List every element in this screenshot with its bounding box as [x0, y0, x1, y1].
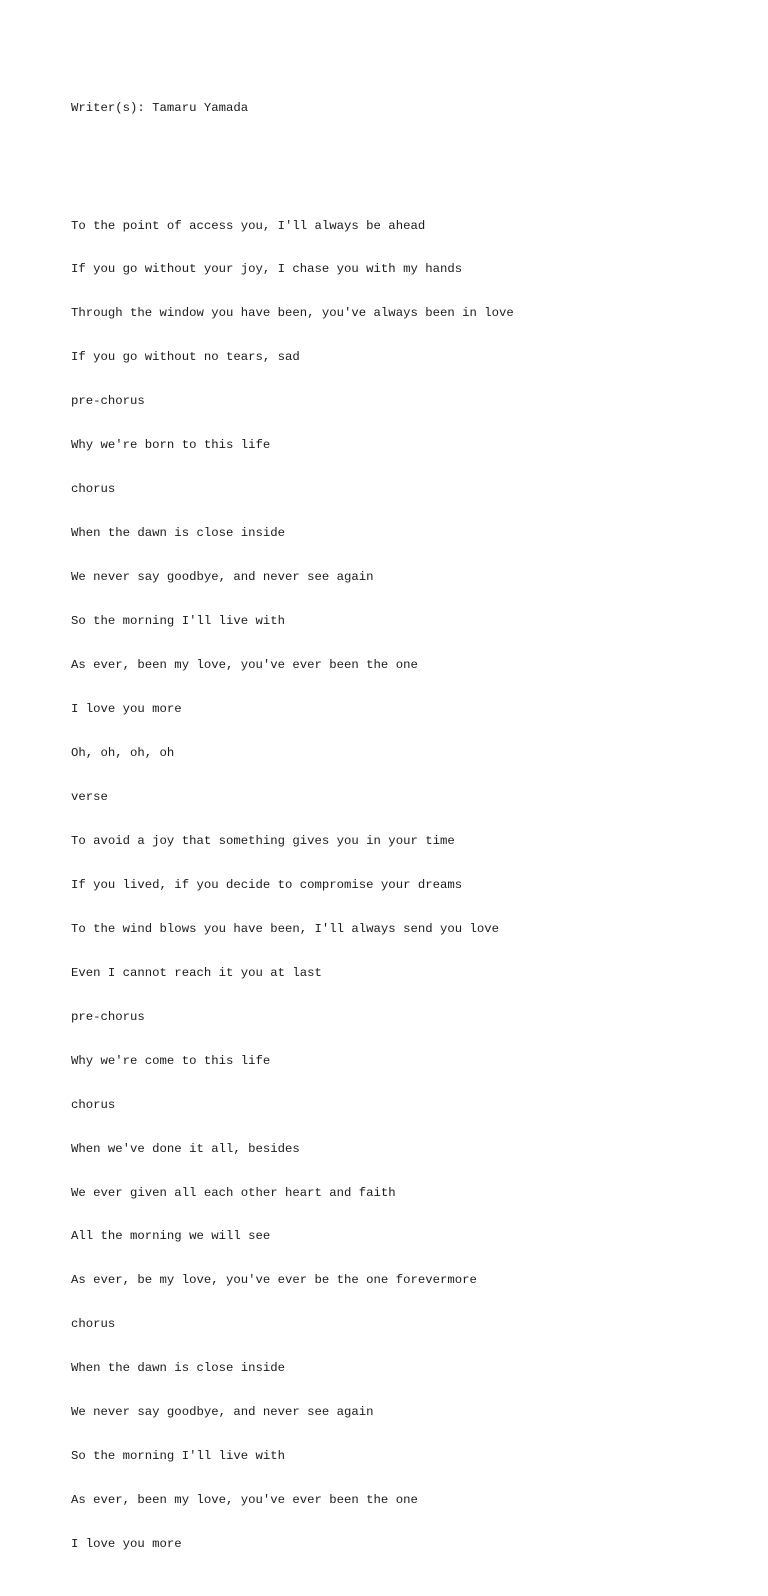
section-label: chorus — [71, 482, 116, 497]
lyric-line: All the morning we will see — [71, 1229, 271, 1244]
lyric-line: To the wind blows you have been, I'll always send you love — [71, 921, 500, 936]
lyric-line: We never say goodbye, and never see again — [71, 1405, 374, 1420]
section-label: chorus — [71, 1317, 116, 1332]
section-label: verse — [71, 789, 108, 804]
lyric-line: Oh, oh, oh, oh — [71, 745, 175, 760]
lyrics-document — [71, 72, 731, 1596]
lyric-line: So the morning I'll live with — [71, 1449, 286, 1464]
lyric-line: If you go without no tears, sad — [71, 350, 300, 365]
lyric-line: I love you more — [71, 1537, 182, 1552]
lyric-line: We never say goodbye, and never see again — [71, 570, 374, 585]
lyric-line: If you lived, if you decide to compromise your dreams — [71, 877, 463, 892]
blank-line — [71, 145, 731, 160]
lyric-line: If you go without your joy, I chase you with my hands — [71, 262, 463, 277]
lyric-line: When the dawn is close inside — [71, 526, 286, 541]
lyric-line: Why we're come to this life — [71, 1053, 271, 1068]
lyric-line: So the morning I'll live with — [71, 614, 286, 629]
section-label: chorus — [71, 1097, 116, 1112]
lyric-line: When the dawn is close inside — [71, 1361, 286, 1376]
lyric-line: To the point of access you, I'll always be ahead — [71, 218, 426, 233]
lyric-line: To avoid a joy that something gives you in your time — [71, 833, 455, 848]
lyric-line: Through the window you have been, you've always been in love — [71, 306, 514, 321]
writers-credit: Writer(s): Tamaru Yamada — [71, 101, 249, 116]
lyric-line: As ever, been my love, you've ever been the one — [71, 658, 418, 673]
lyric-line: We ever given all each other heart and faith — [71, 1185, 396, 1200]
lyric-line: As ever, be my love, you've ever be the one forevermore — [71, 1273, 477, 1288]
lyric-line: Even I cannot reach it you at last — [71, 965, 322, 980]
section-label: pre-chorus — [71, 394, 145, 409]
lyric-line: As ever, been my love, you've ever been the one — [71, 1493, 418, 1508]
section-label: pre-chorus — [71, 1009, 145, 1024]
lyric-line: Why we're born to this life — [71, 438, 271, 453]
lyric-line: When we've done it all, besides — [71, 1141, 300, 1156]
lyric-line: I love you more — [71, 702, 182, 717]
lyrics-body — [71, 189, 731, 1581]
